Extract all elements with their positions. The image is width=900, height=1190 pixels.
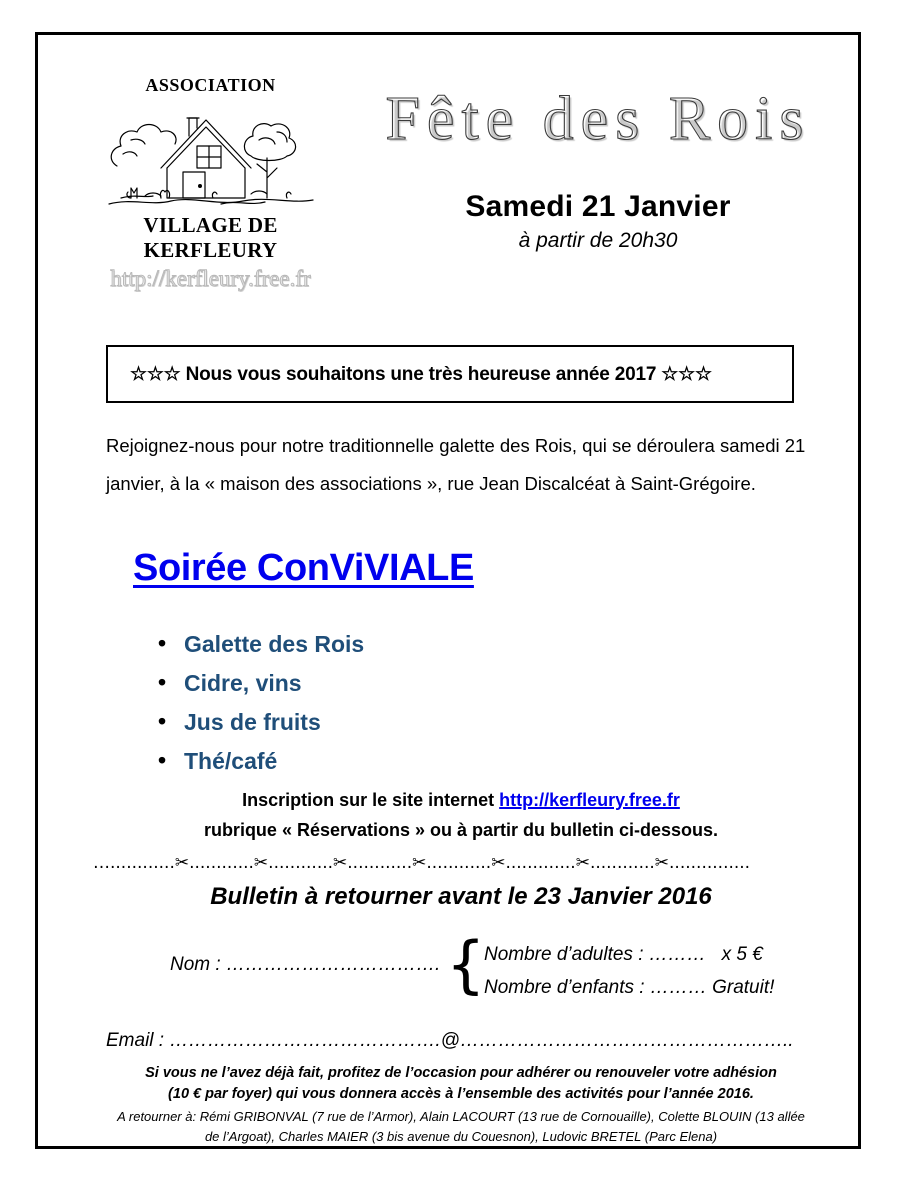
form-row-name-counts <box>106 930 836 1006</box>
adults-price: x 5 € <box>721 944 763 965</box>
curly-brace-icon: { <box>446 928 486 1001</box>
email-field[interactable] <box>106 1030 836 1052</box>
attendee-counts <box>484 938 774 1005</box>
return-addresses <box>106 1107 816 1146</box>
adults-row[interactable] <box>484 938 774 971</box>
logo-top-text: ASSOCIATION <box>145 75 276 95</box>
intro-paragraph: Rejoignez-nous pour notre traditionnelle galette des Rois, qui se déroulera samedi 21 janvier, à la « maison des associations », rue Jean Discalcéat à Saint-Grégoire. <box>106 435 806 494</box>
inscription-prefix: Inscription sur le site internet <box>242 790 500 810</box>
flyer-header <box>38 35 858 303</box>
name-input-dots[interactable]: ……………………………. <box>225 954 441 975</box>
inscription-block <box>106 790 816 841</box>
adults-label: Nombre d’adultes : <box>484 944 649 965</box>
offerings-list <box>136 633 364 789</box>
list-item: • Jus de fruits <box>136 711 364 734</box>
email-label: Email : <box>106 1030 170 1051</box>
house-with-trees-drawing <box>101 94 321 219</box>
logo-bottom-text: VILLAGE DE KERFLEURY <box>143 213 278 262</box>
list-item: • Thé/café <box>136 750 364 773</box>
cut-here-separator: …............✂............✂............✂............✂............✂.............✂............✂............... <box>93 853 751 873</box>
return-addresses-line-1: A retourner à: Rémi GRIBONVAL (7 rue de l’Armor), Alain LACOURT (13 rue de Cornouaille), Colette BLOUIN (13 allée <box>117 1109 805 1124</box>
membership-note <box>106 1063 816 1105</box>
at-symbol: @ <box>440 1030 460 1051</box>
bulletin-heading: Bulletin à retourner avant le 23 Janvier 2016 <box>210 883 712 910</box>
event-date: Samedi 21 Janvier <box>465 190 731 224</box>
inscription-line-1 <box>106 790 816 811</box>
name-label: Nom : <box>170 954 226 975</box>
children-input-dots[interactable]: ……… <box>649 977 707 999</box>
greeting-box <box>106 345 794 403</box>
children-price: Gratuit! <box>712 977 775 999</box>
list-item: • Cidre, vins <box>136 672 364 695</box>
greeting-text: ☆☆☆ Nous vous souhaitons une très heureuse année 2017 ☆☆☆ <box>130 363 712 385</box>
page-title: Fête des Rois <box>385 85 811 153</box>
soiree-heading: Soirée ConViVIALE <box>133 547 474 589</box>
name-field[interactable] <box>170 954 440 976</box>
association-logo <box>88 75 333 292</box>
email-input-dots-right[interactable]: …………………………………………….. <box>459 1030 794 1051</box>
event-time: à partir de 20h30 <box>518 229 678 253</box>
children-row[interactable] <box>484 971 774 1004</box>
inscription-line-2: rubrique « Réservations » ou à partir du bulletin ci-dessous. <box>203 820 719 840</box>
reply-form <box>106 930 836 1006</box>
title-block <box>338 87 858 253</box>
logo-url-text: http://kerfleury.free.fr <box>110 266 311 291</box>
membership-note-line-2: (10 € par foyer) qui vous donnera accès à l’ensemble des activités pour l’année 2016. <box>168 1086 754 1103</box>
website-link[interactable]: http://kerfleury.free.fr <box>499 790 680 810</box>
membership-note-line-1: Si vous ne l’avez déjà fait, profitez de l’occasion pour adhérer ou renouveler votre adhésion <box>145 1065 777 1081</box>
children-label: Nombre d’enfants : <box>484 977 650 999</box>
flyer-content <box>38 35 858 1146</box>
email-input-dots-left[interactable]: ……………………………………. <box>169 1030 441 1051</box>
list-item: • Galette des Rois <box>136 633 364 656</box>
return-addresses-line-2: de l’Argoat), Charles MAIER (3 bis avenue du Couesnon), Ludovic BRETEL (Parc Elena) <box>204 1128 718 1144</box>
adults-input-dots[interactable]: ……… <box>648 944 706 965</box>
